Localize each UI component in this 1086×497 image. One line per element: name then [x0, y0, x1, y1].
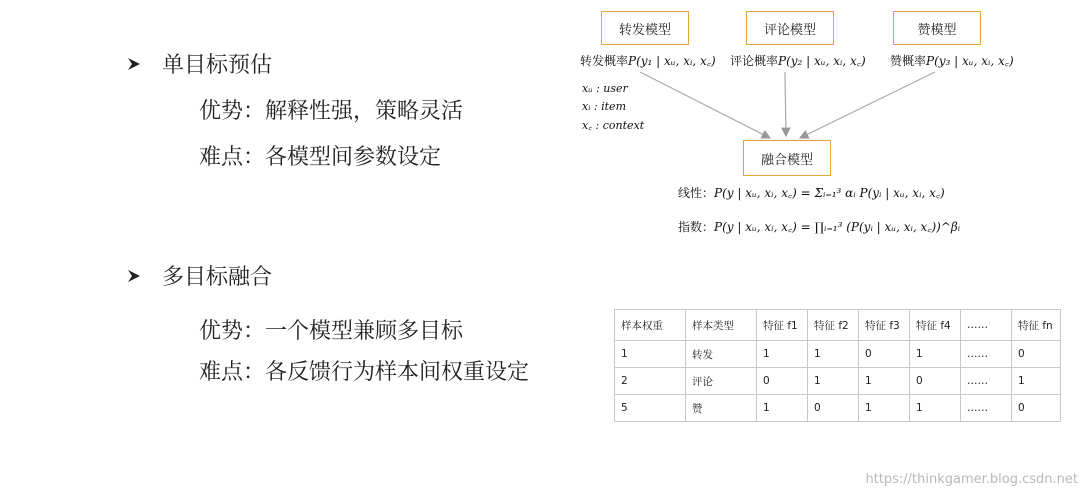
comment-prob-formula: P(y₂ | xᵤ, xᵢ, x꜀) [778, 54, 866, 68]
cell: 0 [910, 368, 961, 395]
section1-advantage: 优势：解释性强，策略灵活 [199, 99, 464, 124]
like-prob-formula: P(y₃ | xᵤ, xᵢ, x꜀) [926, 54, 1014, 68]
section1-difficulty: 难点：各模型间参数设定 [199, 145, 442, 170]
header-cell: 特征 f3 [859, 310, 910, 341]
cell: 1 [1012, 368, 1061, 395]
forward-prob [580, 52, 716, 69]
cell: 0 [1012, 395, 1061, 422]
cell: …… [961, 395, 1012, 422]
linear-label: 线性： [678, 186, 715, 200]
cell: …… [961, 341, 1012, 368]
fusion-model-box: 融合模型 [743, 140, 831, 176]
table-row [615, 341, 1061, 368]
cell: 1 [757, 341, 808, 368]
cell: 0 [757, 368, 808, 395]
cell: 1 [808, 341, 859, 368]
forward-prob-formula: P(y₁ | xᵤ, xᵢ, x꜀) [628, 54, 716, 68]
table-row [615, 395, 1061, 422]
cell: 1 [910, 341, 961, 368]
cell: 0 [859, 341, 910, 368]
forward-model-box: 转发模型 [601, 11, 689, 45]
exp-fusion [678, 218, 960, 235]
cell: 2 [615, 368, 686, 395]
like-model-box: 赞模型 [893, 11, 981, 45]
header-cell: …… [961, 310, 1012, 341]
cell: 1 [808, 368, 859, 395]
comment-prob [730, 52, 866, 69]
forward-prob-label: 转发概率 [580, 54, 629, 68]
section2-advantage: 优势：一个模型兼顾多目标 [199, 319, 464, 344]
section2-title: 多目标融合 [162, 265, 273, 290]
table-header-row [615, 310, 1061, 341]
linear-formula: P(y | xᵤ, xᵢ, x꜀) = Σᵢ₌₁³ αᵢ P(yᵢ | xᵤ, xᵢ, x꜀) [714, 186, 945, 200]
cell: 1 [615, 341, 686, 368]
cell: 赞 [686, 395, 757, 422]
var-user: xᵤ : user [582, 82, 628, 95]
cell: 转发 [686, 341, 757, 368]
sample-weight-table [614, 309, 1061, 422]
section1-title: 单目标预估 [162, 53, 273, 78]
cell: 评论 [686, 368, 757, 395]
cell: …… [961, 368, 1012, 395]
exp-label: 指数： [678, 220, 715, 234]
header-cell: 特征 f2 [808, 310, 859, 341]
exp-formula: P(y | xᵤ, xᵢ, x꜀) = ∏ᵢ₌₁³ (P(yᵢ | xᵤ, xᵢ, x꜀))^βᵢ [714, 220, 961, 234]
linear-fusion [678, 184, 945, 201]
var-item: xᵢ : item [582, 100, 626, 113]
section2-difficulty: 难点：各反馈行为样本间权重设定 [199, 360, 530, 385]
var-context: x꜀ : context [582, 119, 645, 132]
header-cell: 特征 fn [1012, 310, 1061, 341]
watermark: https://thinkgamer.blog.csdn.net [865, 472, 1078, 487]
cell: 1 [859, 395, 910, 422]
header-cell: 特征 f1 [757, 310, 808, 341]
header-cell: 特征 f4 [910, 310, 961, 341]
header-cell: 样本类型 [686, 310, 757, 341]
comment-model-box: 评论模型 [746, 11, 834, 45]
cell: 0 [1012, 341, 1061, 368]
cell: 1 [910, 395, 961, 422]
header-cell: 样本权重 [615, 310, 686, 341]
like-prob [890, 52, 1014, 69]
cell: 0 [808, 395, 859, 422]
comment-prob-label: 评论概率 [730, 54, 779, 68]
cell: 1 [859, 368, 910, 395]
cell: 1 [757, 395, 808, 422]
like-prob-label: 赞概率 [890, 54, 927, 68]
cell: 5 [615, 395, 686, 422]
table-row [615, 368, 1061, 395]
